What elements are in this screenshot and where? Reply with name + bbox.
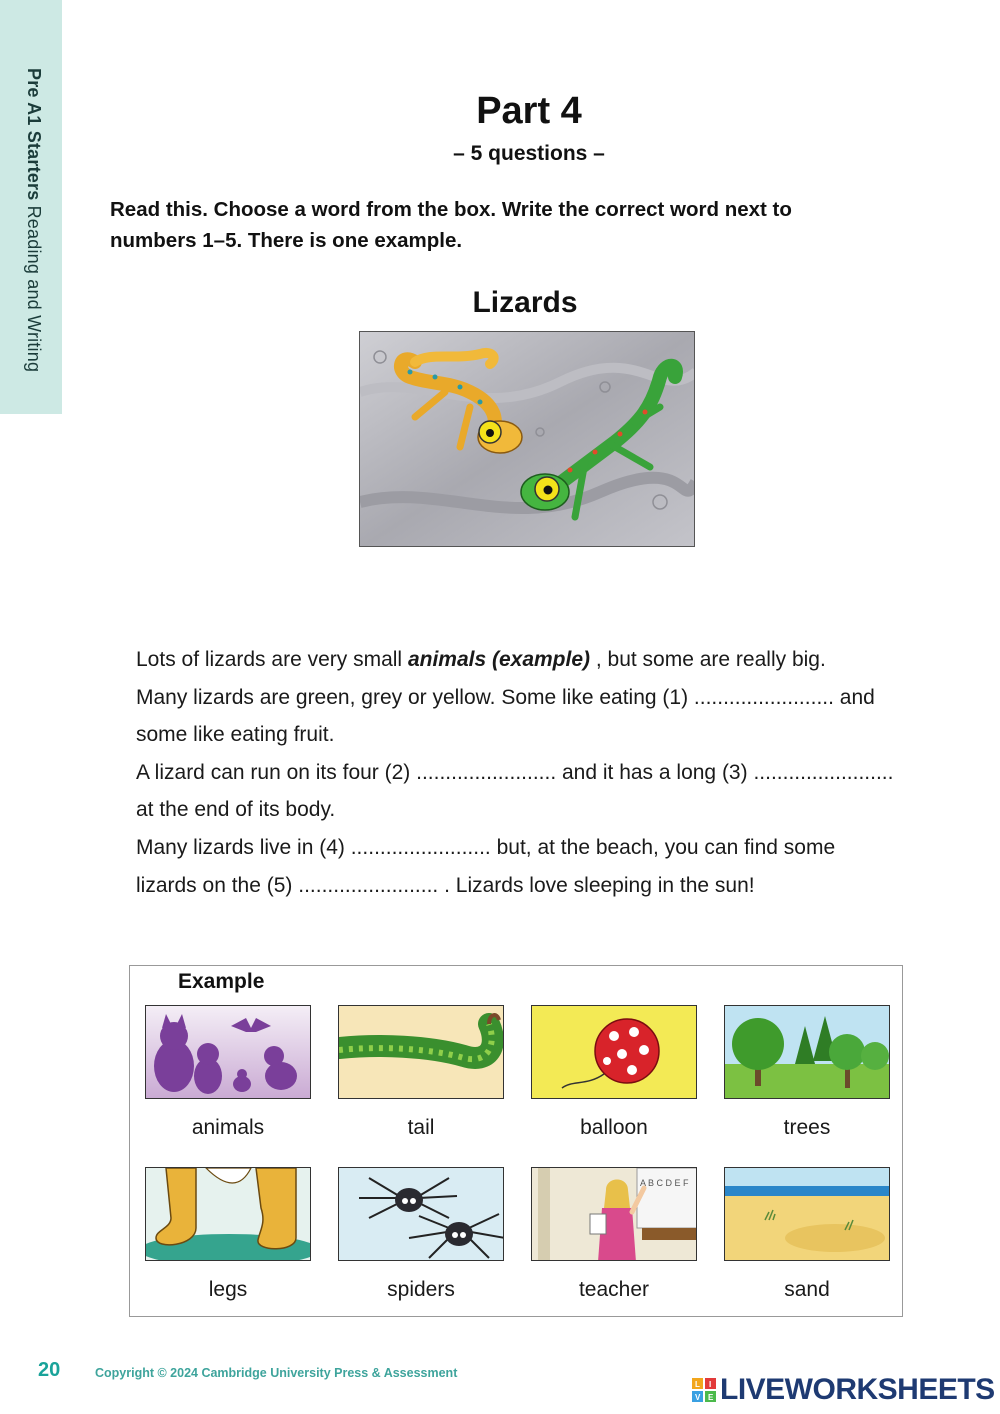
legs-picture [145,1167,311,1261]
word-box [129,965,903,1317]
story-passage [136,641,926,904]
section-label: Reading and Writing [24,205,44,373]
word-card-balloon [531,1005,697,1140]
brand-name: LIVEWORKSHEETS [720,1373,995,1406]
passage-line-6: Many lizards live in (4) ........................ but, at the beach, you can find some [136,835,836,859]
liveworksheets-icon [692,1378,716,1402]
word-label: legs [208,1278,248,1301]
passage-line-2: Many lizards are green, grey or yellow. Some like eating (1) ........................ and [136,685,875,709]
logo-letter-i: I [709,1380,712,1389]
word-label: spiders [387,1278,455,1301]
word-card-teacher [531,1167,697,1302]
word-label: trees [783,1116,831,1139]
balloon-picture [531,1005,697,1099]
word-label: teacher [578,1278,650,1301]
example-label: Example [178,970,265,993]
page-title: Part 4 [476,90,582,132]
teacher-picture [531,1167,697,1261]
word-label: tail [407,1116,435,1139]
passage-line-1-end: , but some are really big. [590,648,826,671]
board-letters: A B C D E F [640,1178,689,1188]
word-card-trees [724,1005,890,1140]
logo-letter-v: V [695,1393,701,1402]
passage-line-1-start: Lots of lizards are very small [136,648,408,671]
word-card-animals [145,1005,311,1140]
example-answer: animals (example) [407,648,591,671]
passage-line-4: A lizard can run on its four (2) ........................ and it has a long (3) ........................ [136,760,894,784]
level-label: Pre A1 Starters [24,68,44,201]
instructions: Read this. Choose a word from the box. Write the correct word next to numbers 1–5. There is one example. [110,198,792,252]
word-card-spiders [338,1167,504,1302]
word-label: balloon [580,1116,648,1139]
word-label: animals [191,1116,265,1139]
page-number: 20 [38,1359,61,1381]
liveworksheets-logo[interactable] [692,1372,995,1408]
copyright-notice: Copyright © 2024 Cambridge University Press & Assessment [95,1366,458,1380]
passage-line-1 [136,641,926,679]
trees-picture [724,1005,890,1099]
passage-line-5: at the end of its body. [136,798,336,822]
tail-picture [338,1005,504,1099]
passage-line-3: some like eating fruit. [136,723,335,747]
lizards-illustration [359,331,695,547]
spiders-picture [338,1167,504,1261]
word-label: sand [784,1278,830,1301]
logo-letter-l: L [695,1380,700,1389]
passage-line-7: lizards on the (5) ........................ . Lizards love sleeping in the sun! [136,873,755,897]
sand-picture [724,1167,890,1261]
word-card-tail [338,1005,504,1140]
word-card-sand [724,1167,890,1302]
logo-letter-e: E [708,1393,714,1402]
question-count: – 5 questions – [453,142,605,165]
animals-picture [145,1005,311,1099]
story-title: Lizards [472,286,578,319]
word-card-legs [145,1167,311,1302]
